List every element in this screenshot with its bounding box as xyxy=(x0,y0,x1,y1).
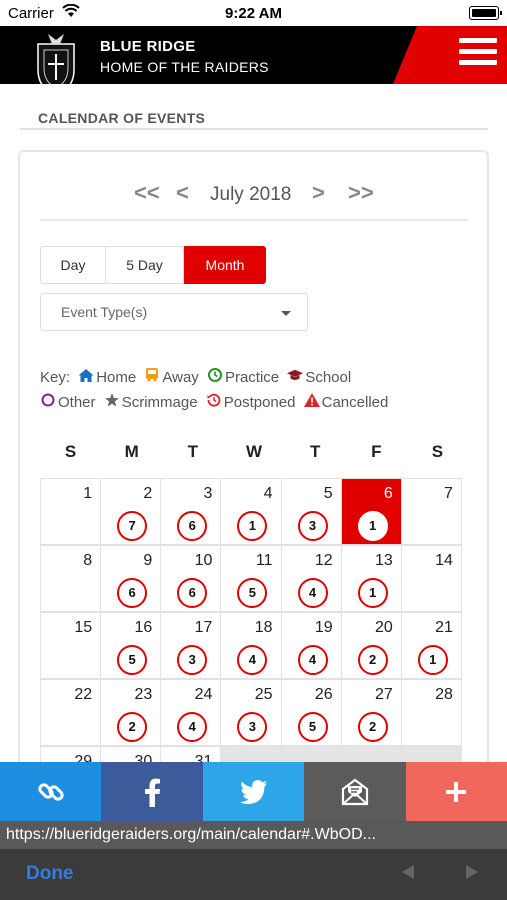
key-label: Key: xyxy=(40,369,71,386)
key-cancelled xyxy=(304,393,389,411)
share-twitter-button[interactable] xyxy=(203,762,304,821)
link-icon xyxy=(37,778,65,806)
hamburger-menu-icon[interactable] xyxy=(459,38,497,70)
day-number: 6 xyxy=(383,485,393,502)
key-scrimmage-label: Scrimmage xyxy=(121,394,198,411)
event-type-dropdown[interactable] xyxy=(40,293,308,331)
calendar-week-row xyxy=(40,612,468,679)
day-number: 3 xyxy=(203,485,213,502)
day-number: 12 xyxy=(314,552,333,569)
menu-accent-edge xyxy=(393,26,417,84)
next-month-icon[interactable]: > xyxy=(312,180,325,205)
forward-arrow-icon[interactable] xyxy=(466,865,478,879)
share-email-button[interactable] xyxy=(304,762,405,821)
tab-5-day[interactable]: 5 Day xyxy=(106,246,184,284)
site-header xyxy=(0,26,507,84)
key-away xyxy=(144,368,198,386)
key-practice-label: Practice xyxy=(224,369,280,386)
nav-divider xyxy=(40,219,468,221)
day-number: 26 xyxy=(314,686,333,703)
calendar-week-row xyxy=(40,478,468,545)
calendar-day-cell[interactable] xyxy=(341,679,402,746)
day-number: 4 xyxy=(263,485,273,502)
event-count-badge[interactable]: 3 xyxy=(237,712,267,742)
caret-down-icon xyxy=(281,311,291,316)
event-count-badge[interactable]: 4 xyxy=(237,645,267,675)
school-name[interactable]: BLUE RIDGE xyxy=(100,38,196,55)
day-number: 15 xyxy=(74,619,93,636)
done-button[interactable]: Done xyxy=(26,863,74,884)
calendar-day-cell[interactable] xyxy=(160,478,221,545)
weekday-header xyxy=(40,442,468,464)
event-count-badge[interactable]: 3 xyxy=(298,511,328,541)
key-home xyxy=(78,369,136,386)
share-bar xyxy=(0,762,507,821)
event-count-badge[interactable]: 7 xyxy=(117,511,147,541)
facebook-icon xyxy=(143,777,161,807)
calendar-day-cell[interactable] xyxy=(40,545,101,612)
key-postponed-label: Postponed xyxy=(223,394,296,411)
calendar-day-cell[interactable] xyxy=(220,545,281,612)
event-count-badge[interactable]: 5 xyxy=(298,712,328,742)
weekday-tuesday: T xyxy=(187,442,199,461)
day-number: 18 xyxy=(254,619,273,636)
day-number: 20 xyxy=(374,619,393,636)
menu-accent xyxy=(417,26,507,84)
calendar-day-cell[interactable] xyxy=(341,545,402,612)
calendar-day-cell[interactable] xyxy=(100,679,161,746)
day-number: 23 xyxy=(134,686,153,703)
day-number: 14 xyxy=(435,552,453,569)
key-practice xyxy=(207,368,279,386)
school-crest-logo[interactable] xyxy=(30,30,82,84)
calendar-day-cell[interactable] xyxy=(220,679,281,746)
event-key-row xyxy=(40,368,355,386)
event-count-badge[interactable]: 4 xyxy=(298,645,328,675)
calendar-day-cell[interactable] xyxy=(220,612,281,679)
back-arrow-icon[interactable] xyxy=(402,865,414,879)
calendar-day-cell[interactable] xyxy=(401,478,462,545)
month-navigation xyxy=(120,180,380,210)
event-count-badge[interactable]: 1 xyxy=(418,645,448,675)
day-number: 8 xyxy=(83,552,93,569)
tab-month[interactable]: Month xyxy=(184,246,266,284)
day-number: 1 xyxy=(83,485,93,502)
day-number: 17 xyxy=(194,619,213,636)
event-count-badge[interactable]: 3 xyxy=(177,645,207,675)
key-away-label: Away xyxy=(162,369,199,386)
history-icon xyxy=(206,393,222,407)
calendar-week-row xyxy=(40,545,468,612)
calendar-week-row xyxy=(40,679,468,746)
calendar-day-today[interactable] xyxy=(341,478,402,545)
clock-icon xyxy=(207,368,223,382)
star-icon xyxy=(104,393,120,407)
event-count-badge[interactable]: 1 xyxy=(358,578,388,608)
plus-icon xyxy=(445,781,467,803)
page-title: CALENDAR OF EVENTS xyxy=(38,110,206,126)
share-facebook-button[interactable] xyxy=(101,762,202,821)
day-number: 28 xyxy=(435,686,453,703)
calendar-day-cell[interactable] xyxy=(160,679,221,746)
key-school-label: School xyxy=(305,369,352,386)
month-label: July 2018 xyxy=(210,184,292,205)
view-tabs xyxy=(40,246,266,284)
calendar-day-cell[interactable] xyxy=(281,679,342,746)
calendar-day-cell[interactable] xyxy=(401,545,462,612)
event-count-badge[interactable]: 2 xyxy=(358,645,388,675)
calendar-day-cell[interactable] xyxy=(40,612,101,679)
calendar-day-cell[interactable] xyxy=(220,478,281,545)
calendar-day-cell[interactable] xyxy=(401,612,462,679)
calendar-day-cell[interactable] xyxy=(401,679,462,746)
calendar-day-cell[interactable] xyxy=(40,478,101,545)
event-count-badge[interactable]: 6 xyxy=(117,578,147,608)
day-number: 13 xyxy=(374,552,393,569)
school-tagline: HOME OF THE RAIDERS xyxy=(100,59,269,75)
status-bar xyxy=(0,0,507,26)
event-count-badge[interactable]: 6 xyxy=(177,578,207,608)
previous-year-icon[interactable]: << xyxy=(134,180,160,205)
key-school xyxy=(287,369,351,386)
key-postponed xyxy=(206,393,296,411)
weekday-monday: M xyxy=(124,442,139,461)
event-count-badge[interactable]: 4 xyxy=(177,712,207,742)
carrier-label: Carrier xyxy=(8,5,54,22)
previous-month-icon[interactable]: < xyxy=(176,180,189,205)
weekday-friday: F xyxy=(371,442,382,461)
calendar-day-cell[interactable] xyxy=(100,612,161,679)
weekday-wednesday: W xyxy=(245,442,263,461)
calendar-day-cell[interactable] xyxy=(160,545,221,612)
event-count-badge[interactable]: 2 xyxy=(117,712,147,742)
day-number: 21 xyxy=(435,619,453,636)
calendar-day-cell[interactable] xyxy=(281,612,342,679)
key-scrimmage xyxy=(104,393,198,411)
day-number: 24 xyxy=(194,686,213,703)
key-other xyxy=(40,393,96,411)
calendar-day-cell[interactable] xyxy=(281,545,342,612)
calendar-day-cell[interactable] xyxy=(100,545,161,612)
day-number: 16 xyxy=(134,619,153,636)
calendar-day-cell[interactable] xyxy=(281,478,342,545)
day-number: 10 xyxy=(194,552,213,569)
clock-time: 9:22 AM xyxy=(225,5,282,22)
event-count-badge[interactable]: 1 xyxy=(237,511,267,541)
calendar-day-cell[interactable] xyxy=(341,612,402,679)
share-link-button[interactable] xyxy=(0,762,101,821)
event-count-badge[interactable]: 4 xyxy=(298,578,328,608)
event-count-badge[interactable]: 6 xyxy=(177,511,207,541)
day-number: 5 xyxy=(323,485,333,502)
next-year-icon[interactable]: >> xyxy=(348,180,374,205)
graduation-cap-icon xyxy=(287,369,303,382)
day-number: 22 xyxy=(74,686,93,703)
twitter-icon xyxy=(240,780,268,804)
warning-icon xyxy=(304,393,320,407)
day-number: 2 xyxy=(143,485,153,502)
day-number: 27 xyxy=(374,686,393,703)
home-icon xyxy=(78,369,94,382)
key-other-label: Other xyxy=(58,394,96,411)
email-icon xyxy=(340,778,370,806)
event-type-placeholder: Event Type(s) xyxy=(61,304,148,320)
calendar-day-cell[interactable] xyxy=(100,478,161,545)
weekday-saturday: S xyxy=(431,442,444,461)
battery-icon xyxy=(469,6,499,20)
share-more-button[interactable] xyxy=(406,762,507,821)
event-count-badge[interactable]: 1 xyxy=(358,511,388,541)
day-number: 11 xyxy=(255,552,273,569)
day-number: 19 xyxy=(314,619,333,636)
title-divider xyxy=(20,128,488,130)
day-number: 25 xyxy=(254,686,273,703)
circle-icon xyxy=(40,393,56,407)
weekday-thursday: T xyxy=(309,442,321,461)
tab-day[interactable]: Day xyxy=(40,246,106,284)
calendar-day-cell[interactable] xyxy=(40,679,101,746)
bus-icon xyxy=(144,368,160,382)
event-key-row-2 xyxy=(40,393,392,411)
key-cancelled-label: Cancelled xyxy=(321,394,389,411)
browser-url-bar[interactable]: https://blueridgeraiders.org/main/calendar#.WbOD... xyxy=(0,821,507,849)
event-count-badge[interactable]: 5 xyxy=(237,578,267,608)
day-number: 7 xyxy=(443,485,453,502)
event-count-badge[interactable]: 5 xyxy=(117,645,147,675)
browser-toolbar xyxy=(0,849,507,900)
weekday-sunday: S xyxy=(64,442,77,461)
key-home-label: Home xyxy=(96,369,137,386)
day-number: 9 xyxy=(143,552,153,569)
calendar-day-cell[interactable] xyxy=(160,612,221,679)
event-count-badge[interactable]: 2 xyxy=(358,712,388,742)
